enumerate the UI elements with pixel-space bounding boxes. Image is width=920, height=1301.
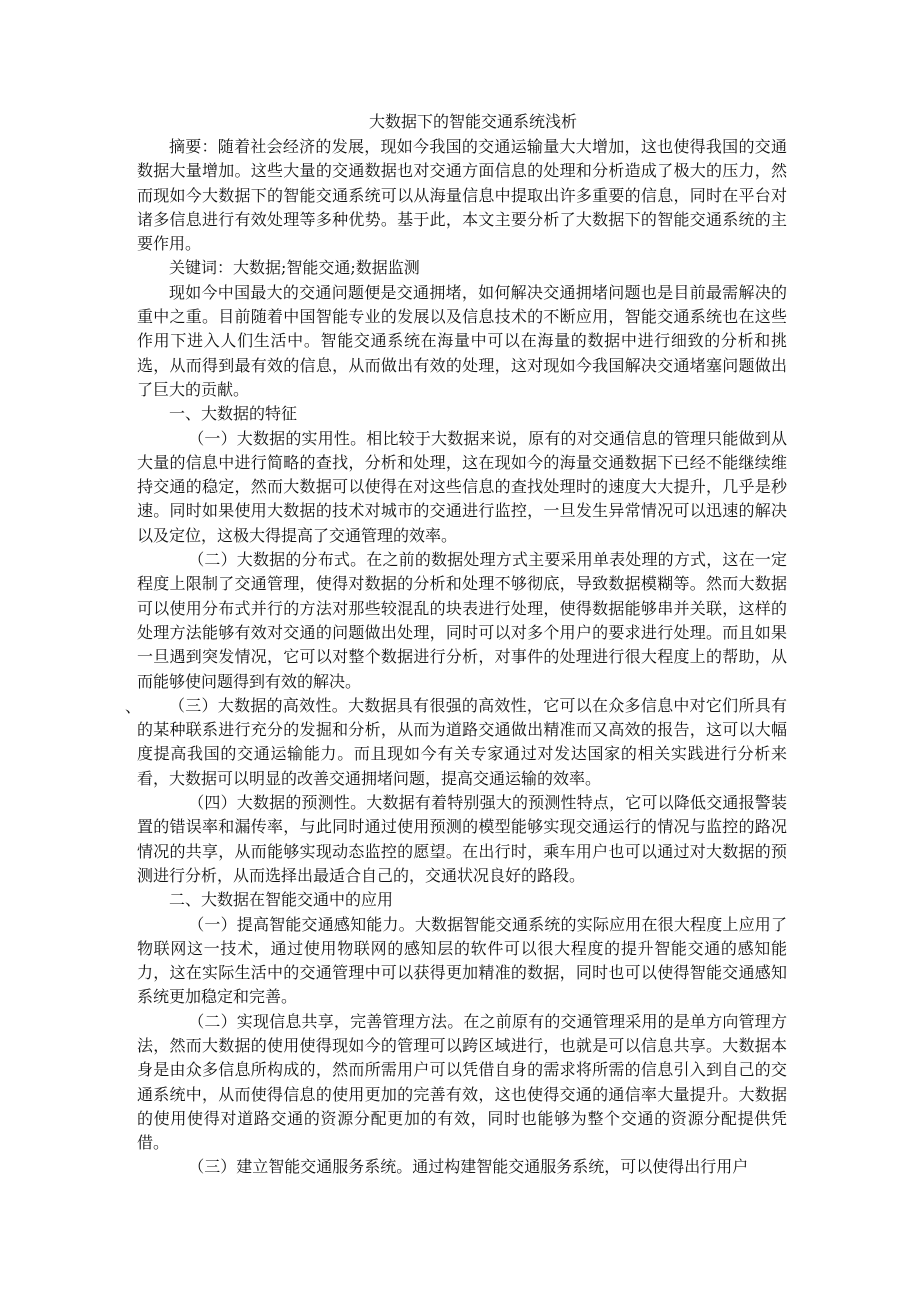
section-2-paragraph-1: （一）提高智能交通感知能力。大数据智能交通系统的实际应用在很大程度上应用了物联网这一技术，通过使用物联网的感知层的软件可以很大程度的提升智能交通的感知能力，这在实际生活中的交通管理中可以获得更加精准的数据，同时也可以使得智能交通感知系统更加稳定和完善。 — [137, 914, 787, 1007]
stray-mark: 、 — [125, 696, 142, 716]
document-page — [125, 110, 787, 1180]
section-2-paragraph-2: （二）实现信息共享，完善管理方法。在之前原有的交通管理采用的是单方向管理方法，然而大数据的使用使得现如今的管理可以跨区域进行，也就是可以信息共享。大数据本身是由众多信息所构成的，然而所需用户可以凭借自身的需求将所需的信息引入到自己的交通系统中，从而使得信息的使用更加的完善有效，这也使得交通的通信率大量提升。大数据的使用使得对道路交通的资源分配更加的有效，同时也能够为整个交通的资源分配提供凭借。 — [137, 1011, 787, 1153]
section-1-paragraph-3: （三）大数据的高效性。大数据具有很强的高效性，它可以在众多信息中对它们所具有的某种联系进行充分的发掘和分析，从而为道路交通做出精准而又高效的报告，这可以大幅度提高我国的交通运输能力。而且现如今有关专家通过对发达国家的相关实践进行分析来看，大数据可以明显的改善交通拥堵问题，提高交通运输的效率。 — [137, 695, 787, 788]
keywords-line: 关键词：大数据;智能交通;数据监测 — [169, 258, 420, 278]
section-2-heading: 二、大数据在智能交通中的应用 — [169, 890, 394, 910]
section-1-heading: 一、大数据的特征 — [169, 404, 298, 424]
section-1-paragraph-4: （四）大数据的预测性。大数据有着特别强大的预测性特点，它可以降低交通报警装置的错误率和漏传率，与此同时通过使用预测的模型能够实现交通运行的情况与监控的路况情况的共享，从而能够实现动态监控的愿望。在出行时，乘车用户也可以通过对大数据的预测进行分析，从而选择出最适合自己的，交通状况良好的路段。 — [137, 793, 787, 885]
section-1-paragraph-1: （一）大数据的实用性。相比较于大数据来说，原有的对交通信息的管理只能做到从大量的信息中进行简略的查找，分析和处理，这在现如今的海量交通数据下已经不能继续维持交通的稳定，然而大数据可以使得在对这些信息的查找处理时的速度大大提升，几乎是秒速。同时如果使用大数据的技术对城市的交通进行监控，一旦发生异常情况可以迅速的解决以及定位，这极大得提高了交通管理的效率。 — [137, 428, 787, 545]
section-2-paragraph-3: （三）建立智能交通服务系统。通过构建智能交通服务系统，可以使得出行用户 — [188, 1157, 749, 1177]
section-1-paragraph-3-wrapper — [125, 694, 787, 791]
abstract-paragraph: 摘要：随着社会经济的发展，现如今我国的交通运输量大大增加，这也使得我国的交通数据大量增加。这些大量的交通数据也对交通方面信息的处理和分析造成了极大的压力，然而现如今大数据下的智能交通系统可以从海量信息中提取出许多重要的信息，同时在平台对诸多信息进行有效处理等多种优势。基于此，本文主要分析了大数据下的智能交通系统的主要作用。 — [137, 137, 787, 254]
intro-paragraph: 现如今中国最大的交通问题便是交通拥堵，如何解决交通拥堵问题也是目前最需解决的重中之重。目前随着中国智能专业的发展以及信息技术的不断应用，智能交通系统也在这些作用下进入人们生活中。智能交通系统在海量中可以在海量的数据中进行细致的分析和挑选，从而得到最有效的信息，从而做出有效的处理，这对现如今我国解决交通堵塞问题做出了巨大的贡献。 — [137, 282, 787, 399]
document-title: 大数据下的智能交通系统浅析 — [368, 112, 577, 131]
section-1-paragraph-2: （二）大数据的分布式。在之前的数据处理方式主要采用单表处理的方式，这在一定程度上限制了交通管理，使得对数据的分析和处理不够彻底，导致数据模糊等。然而大数据可以使用分布式并行的方法对那些较混乱的块表进行处理，使得数据能够串并关联，这样的处理方法能够有效对交通的问题做出处理，同时可以对多个用户的要求进行处理。而且如果一旦遇到突发情况，它可以对整个数据进行分析，对事件的处理进行很大程度上的帮助，从而能够使问题得到有效的解决。 — [137, 550, 787, 691]
